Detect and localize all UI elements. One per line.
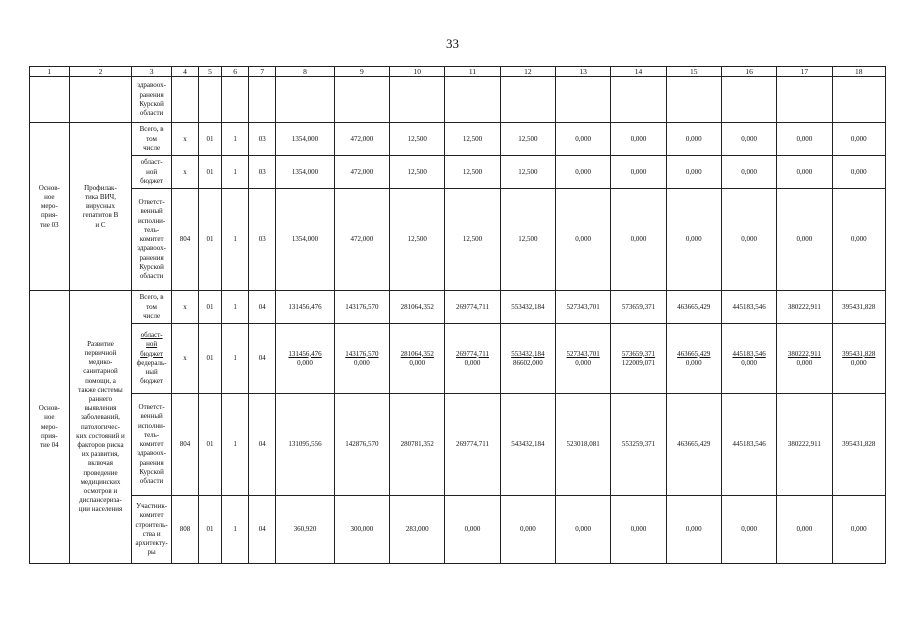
header-cell: 18 [832, 67, 885, 77]
value-cell: 573659,371 [611, 291, 666, 324]
header-cell: 6 [222, 67, 249, 77]
event-title-cell [30, 123, 70, 291]
value-cell: 463665,429 [666, 291, 721, 324]
text-line: том [146, 302, 157, 311]
text-line: области [139, 271, 164, 280]
text-line: Курской [139, 262, 164, 271]
text-line: тика ВИЧ, [84, 192, 116, 201]
value-cell: 0,000 [611, 496, 666, 564]
value-cell [500, 324, 555, 394]
value-cell: 472,000 [334, 123, 389, 156]
value-cell: 0,000 [445, 496, 500, 564]
value-cell: 380222,911 [777, 394, 832, 496]
value-cell: 0,000 [721, 189, 776, 291]
text-line: бюджет [140, 349, 164, 358]
text-line: ный [145, 367, 158, 376]
value-cell: 445183,546 [721, 291, 776, 324]
federal-value: 0,000 [464, 358, 481, 367]
value-cell: 445183,546 [721, 394, 776, 496]
value-cell: 0,000 [832, 496, 885, 564]
text-line: медико- [88, 358, 113, 367]
event-title-cell [30, 291, 70, 564]
value-cell: 12,500 [390, 156, 445, 189]
value-cell: 0,000 [721, 123, 776, 156]
code-cell: 01 [199, 291, 222, 324]
text-line: также системы [78, 385, 123, 394]
regional-value: 281064,352 [400, 349, 434, 358]
text-line: Участник- [136, 502, 168, 511]
text-line: тель- [144, 225, 160, 234]
value-cell: 269774,711 [445, 394, 500, 496]
header-cell: 1 [30, 67, 70, 77]
header-cell: 5 [199, 67, 222, 77]
value-cell: 300,000 [334, 496, 389, 564]
text-line: исполни- [137, 421, 166, 430]
code-cell: х [171, 291, 198, 324]
code-cell: 1 [222, 156, 249, 189]
text-line: санитарной [83, 367, 118, 376]
table-row [30, 189, 886, 291]
text-line: здравоох- [137, 244, 166, 253]
value-cell: 0,000 [500, 496, 555, 564]
value-cell: 12,500 [390, 123, 445, 156]
text-line: ное [44, 192, 55, 201]
text-line: Основ- [38, 404, 60, 413]
text-line: их развития, [81, 450, 120, 459]
text-line: проведение [83, 468, 118, 477]
source-cell [132, 189, 172, 291]
text-line: строитель- [135, 520, 168, 529]
code-cell: 804 [171, 394, 198, 496]
value-cell: 395431,828 [832, 394, 885, 496]
text-line: том [146, 134, 157, 143]
table-row [30, 77, 886, 123]
value-cell: 527343,701 [556, 291, 611, 324]
text-line: помощи, а [85, 376, 116, 385]
budget-table [29, 66, 886, 564]
text-line: патологичес- [81, 422, 120, 431]
text-line: ранения [139, 458, 164, 467]
value-cell: 269774,711 [445, 291, 500, 324]
value-cell: 0,000 [611, 189, 666, 291]
text-line: числе [143, 311, 161, 320]
regional-value: 445183,546 [732, 349, 766, 358]
federal-value: 122009,071 [621, 358, 656, 367]
regional-value: 527343,701 [566, 349, 600, 358]
code-cell: х [171, 123, 198, 156]
value-cell: 0,000 [611, 123, 666, 156]
text-line: ное [44, 413, 55, 422]
text-line: ранения [139, 90, 164, 99]
federal-value: 0,000 [850, 358, 867, 367]
value-cell: 131456,476 [276, 291, 334, 324]
value-cell: 12,500 [500, 123, 555, 156]
federal-value: 0,000 [741, 358, 757, 367]
value-cell: 12,500 [445, 123, 500, 156]
value-cell: 131095,556 [276, 394, 334, 496]
value-cell [390, 324, 445, 394]
text-line: и С [95, 220, 106, 229]
empty-cell [171, 77, 198, 123]
code-cell: 03 [249, 156, 276, 189]
value-cell: 463665,429 [666, 394, 721, 496]
value-cell: 0,000 [777, 123, 832, 156]
text-line: бюджет [140, 176, 164, 185]
text-line: меро- [40, 202, 58, 211]
text-line: Ответст- [138, 198, 165, 207]
text-line: област- [140, 331, 163, 340]
regional-value: 143176,570 [345, 349, 379, 358]
value-cell [445, 324, 500, 394]
regional-value: 380222,911 [787, 349, 821, 358]
value-cell: 12,500 [445, 189, 500, 291]
table-row [30, 496, 886, 564]
page-number: 33 [446, 36, 459, 51]
text-line: комитет [139, 235, 164, 244]
empty-cell [777, 77, 832, 123]
code-cell: 04 [249, 496, 276, 564]
header-cell: 12 [500, 67, 555, 77]
text-line: числе [143, 143, 161, 152]
value-cell: 472,000 [334, 189, 389, 291]
table-row [30, 123, 886, 156]
text-line: меро- [40, 422, 58, 431]
header-cell: 9 [334, 67, 389, 77]
header-cell: 16 [721, 67, 776, 77]
text-line: вирусных [85, 202, 115, 211]
value-cell [334, 324, 389, 394]
source-cell [132, 394, 172, 496]
empty-cell [666, 77, 721, 123]
code-cell: 1 [222, 189, 249, 291]
text-line: первичной [84, 348, 117, 357]
federal-value: 0,000 [575, 358, 592, 367]
code-cell: 1 [222, 324, 249, 394]
code-cell: 04 [249, 291, 276, 324]
value-cell: 142876,570 [334, 394, 389, 496]
value-cell: 543432,184 [500, 394, 555, 496]
value-cell [777, 324, 832, 394]
empty-cell [721, 77, 776, 123]
text-line: Основ- [38, 183, 60, 192]
empty-cell [500, 77, 555, 123]
code-cell: 808 [171, 496, 198, 564]
value-cell: 0,000 [611, 156, 666, 189]
value-cell: 0,000 [556, 156, 611, 189]
value-cell: 0,000 [832, 156, 885, 189]
text-line: осмотров и [83, 487, 118, 496]
text-line: ранения [139, 253, 164, 262]
table-row [30, 156, 886, 189]
value-cell: 283,000 [390, 496, 445, 564]
text-line: здравоох- [137, 449, 166, 458]
event-name-cell [69, 123, 132, 291]
text-line: федераль- [136, 358, 167, 367]
value-cell: 0,000 [666, 123, 721, 156]
empty-cell [832, 77, 885, 123]
header-cell: 14 [611, 67, 666, 77]
value-cell: 553432,184 [500, 291, 555, 324]
text-line: Курской [139, 99, 164, 108]
text-line: Всего, в [139, 293, 164, 302]
value-cell [832, 324, 885, 394]
empty-cell [390, 77, 445, 123]
text-line: ной [146, 340, 158, 349]
code-cell: 01 [199, 496, 222, 564]
value-cell: 0,000 [721, 496, 776, 564]
value-cell: 380222,911 [777, 291, 832, 324]
text-line: медицинских [80, 477, 121, 486]
source-cell [132, 123, 172, 156]
text-line: комитет [139, 511, 164, 520]
value-cell: 472,000 [334, 156, 389, 189]
regional-value: 573659,371 [621, 349, 656, 358]
text-line: Ответст- [138, 403, 165, 412]
federal-value: 86602,000 [512, 358, 543, 367]
code-cell: х [171, 156, 198, 189]
code-cell: 01 [199, 324, 222, 394]
regional-value: 269774,711 [456, 349, 490, 358]
text-line: заболеваний, [81, 413, 120, 422]
value-cell: 281064,352 [390, 291, 445, 324]
text-line: гепатитов В [82, 211, 119, 220]
text-line: факторов риска [77, 441, 124, 449]
value-cell [611, 324, 666, 394]
regional-value: 463665,429 [677, 349, 711, 358]
code-cell: 1 [222, 291, 249, 324]
code-cell: 04 [249, 324, 276, 394]
text-line: архитекту- [135, 538, 168, 547]
empty-cell [222, 77, 249, 123]
regional-value: 553432,184 [511, 349, 545, 358]
header-cell: 4 [171, 67, 198, 77]
table-row [30, 394, 886, 496]
value-cell: 553259,371 [611, 394, 666, 496]
empty-cell [30, 77, 70, 123]
value-cell: 12,500 [500, 156, 555, 189]
code-cell: 04 [249, 394, 276, 496]
empty-cell [69, 77, 132, 123]
code-cell: 01 [199, 394, 222, 496]
value-cell: 360,920 [276, 496, 334, 564]
header-cell: 13 [556, 67, 611, 77]
event-name-cell [69, 291, 132, 564]
text-line: Курской [139, 467, 164, 476]
federal-value: 0,000 [685, 358, 702, 367]
text-line: выявления [84, 404, 117, 413]
text-line: венный [140, 207, 163, 216]
federal-value: 0,000 [354, 358, 370, 367]
code-cell: 01 [199, 123, 222, 156]
federal-value: 0,000 [796, 358, 813, 367]
regional-value: 131456,476 [288, 349, 322, 358]
source-cell [132, 324, 172, 394]
value-cell: 0,000 [777, 189, 832, 291]
text-line: ства и [142, 529, 161, 538]
empty-cell [199, 77, 222, 123]
text-line: тие 03 [39, 220, 59, 229]
header-cell: 3 [132, 67, 172, 77]
text-line: Развитие [87, 339, 114, 348]
code-cell: х [171, 324, 198, 394]
source-cell [132, 77, 172, 123]
source-cell [132, 156, 172, 189]
text-line: области [139, 476, 164, 485]
text-line: включая [87, 459, 113, 468]
text-line: бюджет [140, 377, 164, 386]
value-cell: 395431,828 [832, 291, 885, 324]
text-line: ции населения [78, 505, 123, 514]
value-cell [276, 324, 334, 394]
value-cell: 1354,000 [276, 156, 334, 189]
value-cell: 0,000 [777, 156, 832, 189]
text-line: тель- [144, 430, 160, 439]
code-cell: 1 [222, 394, 249, 496]
value-cell: 0,000 [777, 496, 832, 564]
value-cell: 12,500 [390, 189, 445, 291]
text-line: области [139, 108, 164, 117]
value-cell: 143176,570 [334, 291, 389, 324]
table-row [30, 324, 886, 394]
source-cell [132, 496, 172, 564]
value-cell: 0,000 [832, 123, 885, 156]
value-cell [721, 324, 776, 394]
text-line: Всего, в [139, 125, 164, 134]
text-line: ной [146, 167, 158, 176]
header-cell: 10 [390, 67, 445, 77]
code-cell: 1 [222, 123, 249, 156]
header-cell: 7 [249, 67, 276, 77]
text-line: тие 04 [39, 441, 59, 449]
value-cell: 280781,352 [390, 394, 445, 496]
empty-cell [556, 77, 611, 123]
federal-value: 0,000 [297, 358, 313, 367]
empty-cell [611, 77, 666, 123]
text-line: ры [147, 548, 156, 557]
text-line: здравоох- [137, 81, 166, 90]
empty-cell [276, 77, 334, 123]
value-cell: 0,000 [556, 496, 611, 564]
value-cell: 0,000 [832, 189, 885, 291]
header-row [30, 67, 886, 77]
value-cell: 0,000 [666, 496, 721, 564]
text-line: исполни- [137, 216, 166, 225]
text-line: диспансериза- [79, 496, 122, 505]
empty-cell [334, 77, 389, 123]
empty-cell [249, 77, 276, 123]
code-cell: 03 [249, 123, 276, 156]
value-cell: 0,000 [721, 156, 776, 189]
text-line: Профилак- [84, 183, 117, 192]
empty-cell [445, 77, 500, 123]
text-line: комитет [139, 440, 164, 449]
source-cell [132, 291, 172, 324]
header-cell: 8 [276, 67, 334, 77]
value-cell [666, 324, 721, 394]
table-row [30, 291, 886, 324]
header-cell: 11 [445, 67, 500, 77]
header-cell: 15 [666, 67, 721, 77]
value-cell: 0,000 [666, 156, 721, 189]
code-cell: 804 [171, 189, 198, 291]
value-cell: 0,000 [666, 189, 721, 291]
value-cell: 12,500 [445, 156, 500, 189]
code-cell: 01 [199, 189, 222, 291]
text-line: област- [140, 158, 163, 167]
text-line: раннего [88, 394, 113, 403]
value-cell [556, 324, 611, 394]
header-cell: 17 [777, 67, 832, 77]
value-cell: 523018,081 [556, 394, 611, 496]
code-cell: 1 [222, 496, 249, 564]
text-line: прия- [41, 211, 58, 220]
code-cell: 01 [199, 156, 222, 189]
text-line: ких состояний и [76, 431, 125, 440]
text-line: венный [140, 412, 163, 421]
regional-value: 395431,828 [842, 349, 876, 358]
text-line: прия- [41, 431, 58, 440]
value-cell: 1354,000 [276, 123, 334, 156]
code-cell: 03 [249, 189, 276, 291]
header-cell: 2 [69, 67, 132, 77]
federal-value: 0,000 [409, 358, 426, 367]
value-cell: 0,000 [556, 123, 611, 156]
value-cell: 1354,000 [276, 189, 334, 291]
value-cell: 12,500 [500, 189, 555, 291]
value-cell: 0,000 [556, 189, 611, 291]
